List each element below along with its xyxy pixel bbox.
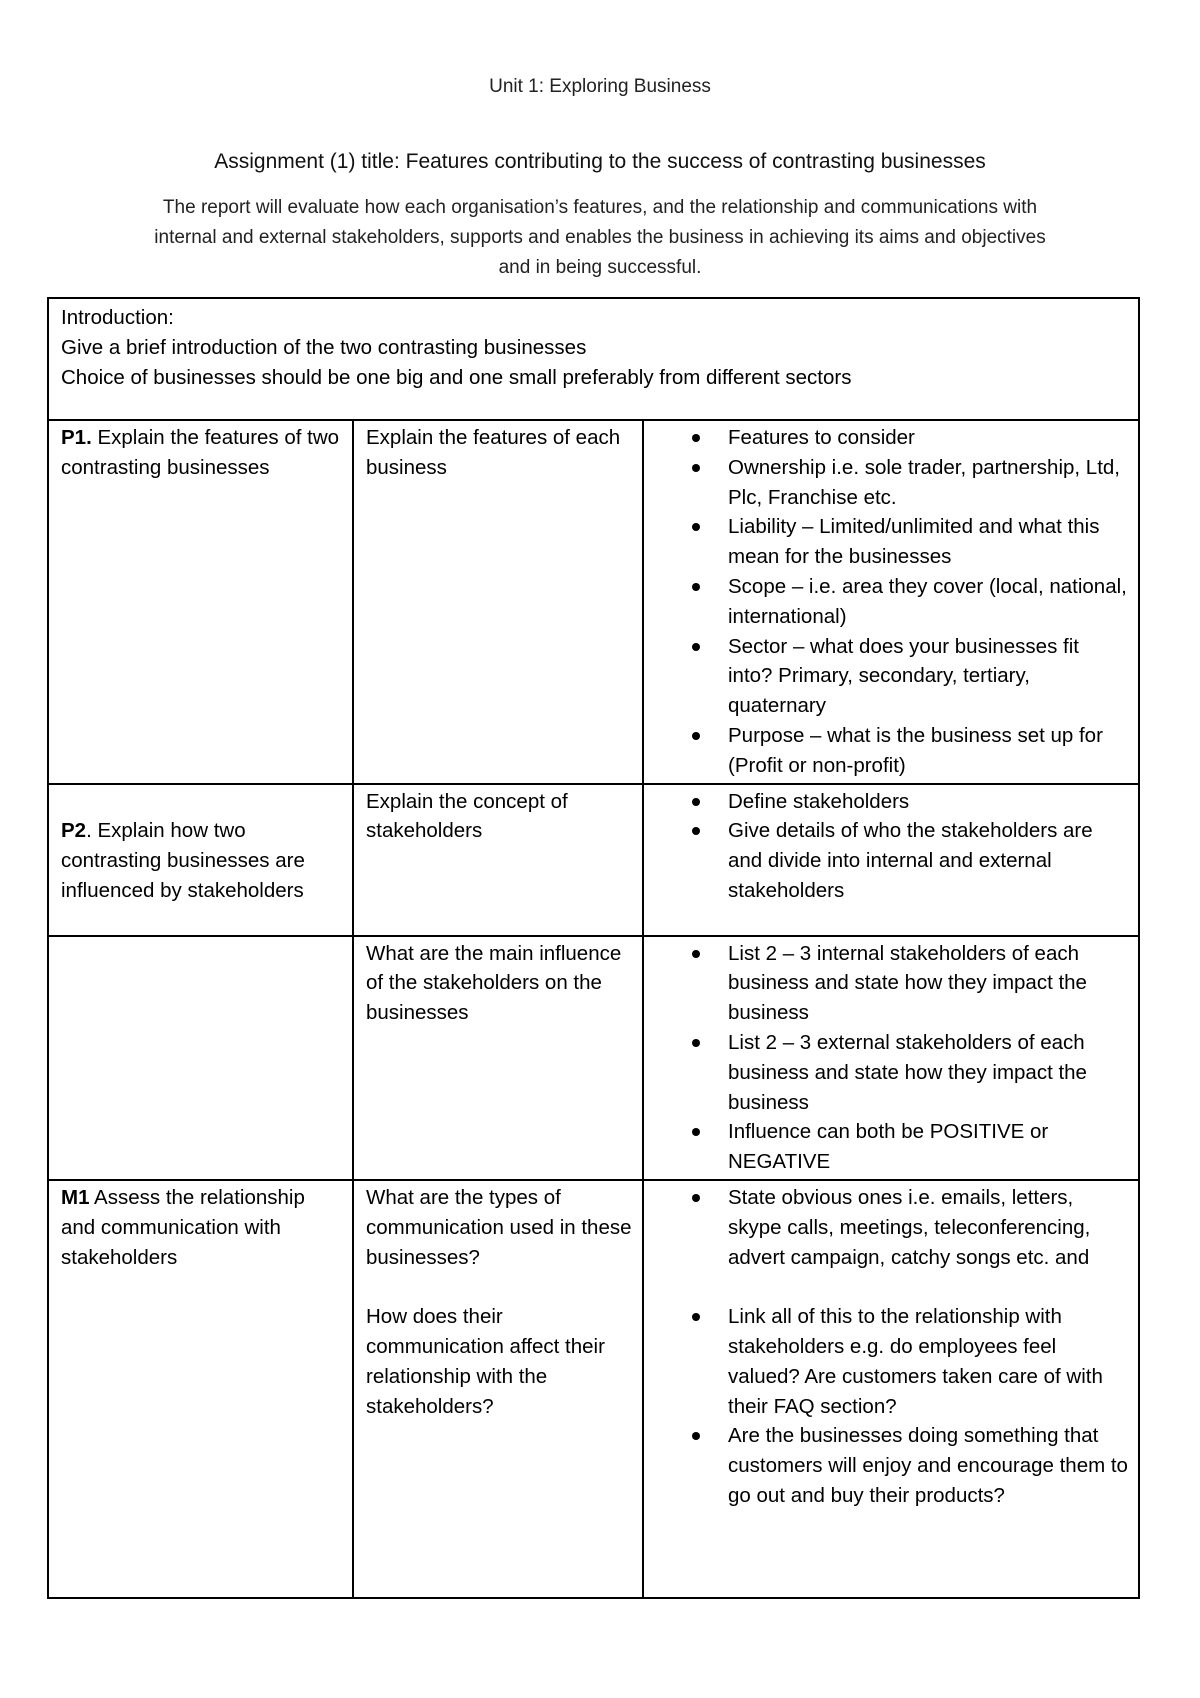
page-header: Unit 1: Exploring Business [489,76,711,97]
list-item: Features to consider [728,423,1128,453]
list-item: Link all of this to the relationship with stakeholders e.g. do employees feel valued? Are customers taken care of with their FAQ section? [728,1302,1128,1421]
list-item: Ownership i.e. sole trader, partnership, Ltd, Plc, Franchise etc. [728,453,1128,513]
report-description: The report will evaluate how each organisation’s features, and the relationship and communications with internal and external stakeholders, supports and enables the business in achieving its aims and objectives and in being successful. [154,197,1046,278]
introduction-line: Choice of businesses should be one big and one small preferably from different sectors [61,365,852,389]
list-item: Purpose – what is the business set up for (Profit or non-profit) [728,721,1128,781]
list-item: Give details of who the stakeholders are and divide into internal and external stakeholders [728,816,1128,905]
assignment-title: Assignment (1) title: Features contributing to the success of contrasting businesses [214,150,986,173]
p1-guidance-cell [643,420,1139,784]
m1-task-cell [353,1180,643,1598]
criterion-text: Explain the features of two contrasting businesses [61,426,340,479]
list-item: Scope – i.e. area they cover (local, national, international) [728,572,1128,632]
guidance-list [656,423,1128,781]
list-item: Sector – what does your businesses fit into? Primary, secondary, tertiary, quaternary [728,632,1128,721]
m1-guidance-cell [643,1180,1139,1598]
list-item: Are the businesses doing something that customers will enjoy and encourage them to go out and buy their products? [728,1421,1128,1510]
criterion-text: . Explain how two contrasting businesses are influenced by stakeholders [61,819,305,902]
guidance-list [656,787,1128,906]
p2-task-cell [353,784,643,936]
introduction-heading: Introduction: [61,306,174,329]
p1-criterion-cell [48,420,353,784]
p1-task-cell [353,420,643,784]
p2-guidance-cell [643,784,1139,936]
task-text: Explain the features of each business [366,426,621,479]
criterion-code: P1. [61,426,92,449]
empty-criterion-cell [48,936,353,1180]
list-item: List 2 – 3 external stakeholders of each business and state how they impact the business [728,1028,1128,1117]
p2b-guidance-cell [643,936,1139,1180]
list-item: Liability – Limited/unlimited and what this mean for the businesses [728,512,1128,572]
p2-criterion-cell [48,784,353,936]
task-text: Explain the concept of stakeholders [366,789,568,843]
introduction-cell [48,298,1139,420]
task-text: What are the main influence of the stakeholders on the businesses [366,941,622,1025]
list-item: Influence can both be POSITIVE or NEGATIVE [728,1117,1128,1177]
m1-criterion-cell [48,1180,353,1598]
list-item: Define stakeholders [728,787,1128,817]
criterion-text: Assess the relationship and communication with stakeholders [61,1185,305,1269]
list-item: List 2 – 3 internal stakeholders of each business and state how they impact the business [728,939,1128,1028]
introduction-line: Give a brief introduction of the two contrasting businesses [61,335,587,359]
p2b-task-cell [353,936,643,1180]
list-item: State obvious ones i.e. emails, letters, skype calls, meetings, teleconferencing, advert campaign, catchy songs etc. and [728,1183,1128,1272]
guidance-list [656,939,1128,1177]
criterion-code: M1 [61,1185,90,1209]
task-text: What are the types of communication used in these businesses? [366,1185,632,1269]
criterion-code: P2 [61,819,87,843]
guidance-list [656,1183,1128,1272]
guidance-list [656,1302,1128,1511]
assignment-table [47,297,1140,1599]
task-text: How does their communication affect their relationship with the stakeholders? [366,1305,605,1418]
